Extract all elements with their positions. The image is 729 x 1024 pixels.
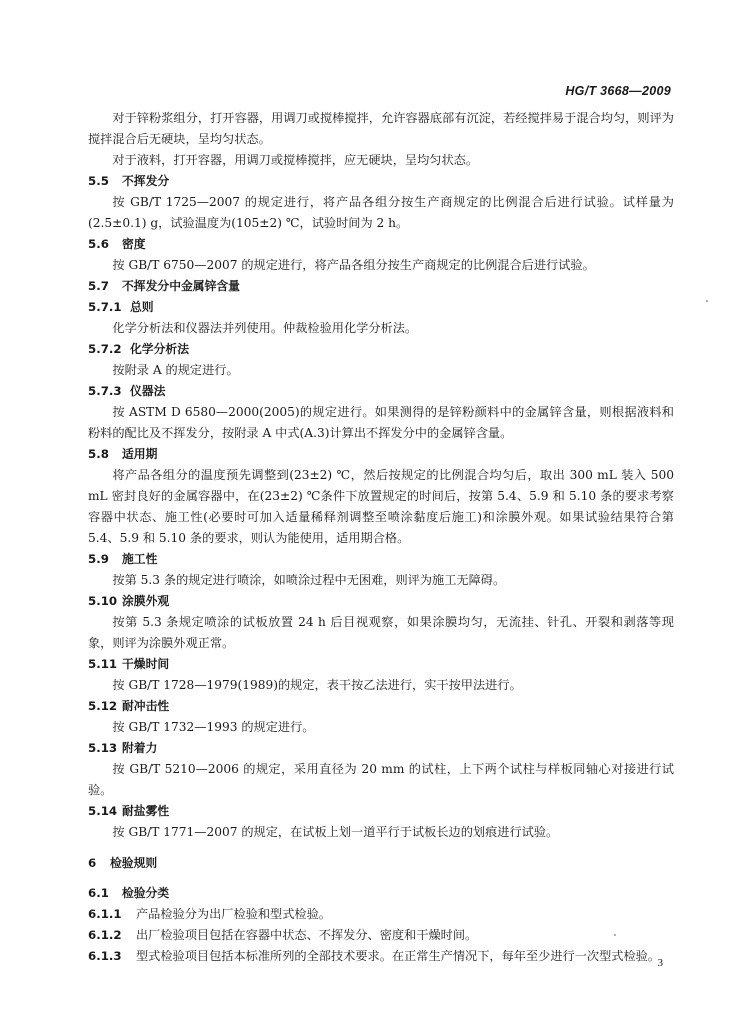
clause-number: 6.1.1 [88, 907, 122, 921]
page-body [88, 108, 674, 967]
paragraph: 按第 5.3 条的规定进行喷涂，如喷涂过程中无困难，则评为施工无障碍。 [112, 573, 506, 587]
section-title: 检验规则 [110, 856, 158, 870]
section-heading-5-7 [88, 276, 674, 297]
section-title: 检验分类 [122, 886, 170, 900]
section-heading-5-7-1 [88, 297, 674, 318]
section-title: 耐冲击性 [122, 699, 170, 713]
section-title: 仪器法 [130, 384, 166, 398]
section-title: 化学分析法 [130, 342, 189, 356]
paragraph: 按附录 A 的规定进行。 [112, 363, 239, 377]
paragraph: 按 GB/T 1771—2007 的规定，在试板上划一道平行于试板长边的划痕进行试验。 [112, 825, 559, 839]
section-number: 6 [88, 856, 97, 870]
section-title: 密度 [122, 237, 146, 251]
section-number: 5.7 [88, 279, 109, 293]
section-heading-5-13 [88, 738, 674, 759]
paragraph: 按 GB/T 1732—1993 的规定进行。 [112, 720, 315, 734]
scan-speck [706, 300, 708, 302]
section-title: 耐盐雾性 [122, 804, 170, 818]
section-number: 5.14 [88, 804, 118, 818]
section-number: 5.10 [88, 594, 118, 608]
section-heading-5-14 [88, 801, 674, 822]
section-title: 总则 [130, 300, 154, 314]
paragraph: 将产品各组分的温度预先调整到(23±2) ℃，然后按规定的比例混合均匀后，取出 300 mL 装入 500 mL 密封良好的金属容器中，在(23±2) ℃条件下放置规定的时间后，按第 5.4、5.9 和 5.10 条的要求考察容器中状态、施工性(必要时可加入适量稀释剂调整至喷涂黏度后施工)和涂膜外观。如果试验结果符合第 5.4、5.9 和 5.10 条的要求，则认为能使用，适用期合格。 [88, 468, 674, 545]
paragraph: 按 GB/T 1728—1979(1989)的规定，表干按乙法进行，实干按甲法进行。 [112, 678, 522, 692]
clause-text: 产品检验分为出厂检验和型式检验。 [136, 907, 331, 921]
section-number: 5.7.3 [88, 384, 122, 398]
paragraph: 按 GB/T 5210—2006 的规定，采用直径为 20 mm 的试柱，上下两个试柱与样板同轴心对接进行试验。 [88, 762, 674, 797]
section-heading-5-5 [88, 171, 674, 192]
clause-text: 型式检验项目包括本标准所列的全部技术要求。在正常生产情况下，每年至少进行一次型式检验。 [136, 949, 661, 963]
clause-6-1-2 [88, 925, 674, 946]
page-number: 3 [657, 957, 663, 969]
section-heading-5-9 [88, 549, 674, 570]
paragraph: 化学分析法和仪器法并列使用。仲裁检验用化学分析法。 [112, 321, 418, 335]
clause-6-1-3 [88, 946, 674, 967]
section-heading-5-7-3 [88, 381, 674, 402]
section-title: 干燥时间 [122, 657, 170, 671]
section-heading-5-11 [88, 654, 674, 675]
section-number: 5.6 [88, 237, 109, 251]
standard-code: HG/T 3668—2009 [565, 84, 671, 98]
section-heading-5-6 [88, 234, 674, 255]
section-number: 5.9 [88, 552, 109, 566]
section-title: 涂膜外观 [122, 594, 170, 608]
section-title: 适用期 [122, 447, 158, 461]
clause-text: 出厂检验项目包括在容器中状态、不挥发分、密度和干燥时间。 [136, 928, 478, 942]
chapter-heading-6 [88, 853, 674, 874]
section-number: 5.13 [88, 741, 118, 755]
clause-number: 6.1.3 [88, 949, 122, 963]
section-title: 附着力 [122, 741, 158, 755]
scan-speck [614, 934, 616, 936]
clause-number: 6.1.2 [88, 928, 122, 942]
paragraph: 按 GB/T 6750—2007 的规定进行，将产品各组分按生产商规定的比例混合后进行试验。 [112, 258, 595, 272]
section-title: 不挥发分中金属锌含量 [122, 279, 240, 293]
section-heading-5-10 [88, 591, 674, 612]
section-number: 5.7.2 [88, 342, 122, 356]
paragraph: 对于锌粉浆组分，打开容器，用调刀或搅棒搅拌，允许容器底部有沉淀，若经搅拌易于混合均匀，则评为搅拌混合后无硬块，呈均匀状态。 [88, 111, 674, 146]
section-number: 5.5 [88, 174, 109, 188]
paragraph: 按第 5.3 条规定喷涂的试板放置 24 h 后目视观察，如果涂膜均匀，无流挂、针孔、开裂和剥落等现象，则评为涂膜外观正常。 [88, 615, 674, 650]
section-number: 5.8 [88, 447, 109, 461]
section-heading-6-1 [88, 883, 674, 904]
paragraph: 对于液料，打开容器，用调刀或搅棒搅拌，应无硬块，呈均匀状态。 [112, 153, 479, 167]
section-title: 施工性 [122, 552, 158, 566]
paragraph: 按 ASTM D 6580—2000(2005)的规定进行。如果测得的是锌粉颜料中的金属锌含量，则根据液料和粉料的配比及不挥发分，按附录 A 中式(A.3)计算出不挥发分中的金属锌含量。 [88, 405, 674, 440]
section-heading-5-8 [88, 444, 674, 465]
section-title: 不挥发分 [122, 174, 170, 188]
paragraph: 按 GB/T 1725—2007 的规定进行，将产品各组分按生产商规定的比例混合后进行试验。试样量为(2.5±0.1) g，试验温度为(105±2) ℃，试验时间为 2 h。 [88, 195, 674, 230]
section-number: 5.12 [88, 699, 118, 713]
section-heading-5-12 [88, 696, 674, 717]
section-heading-5-7-2 [88, 339, 674, 360]
section-number: 6.1 [88, 886, 109, 900]
section-number: 5.7.1 [88, 300, 122, 314]
section-number: 5.11 [88, 657, 118, 671]
clause-6-1-1 [88, 904, 674, 925]
